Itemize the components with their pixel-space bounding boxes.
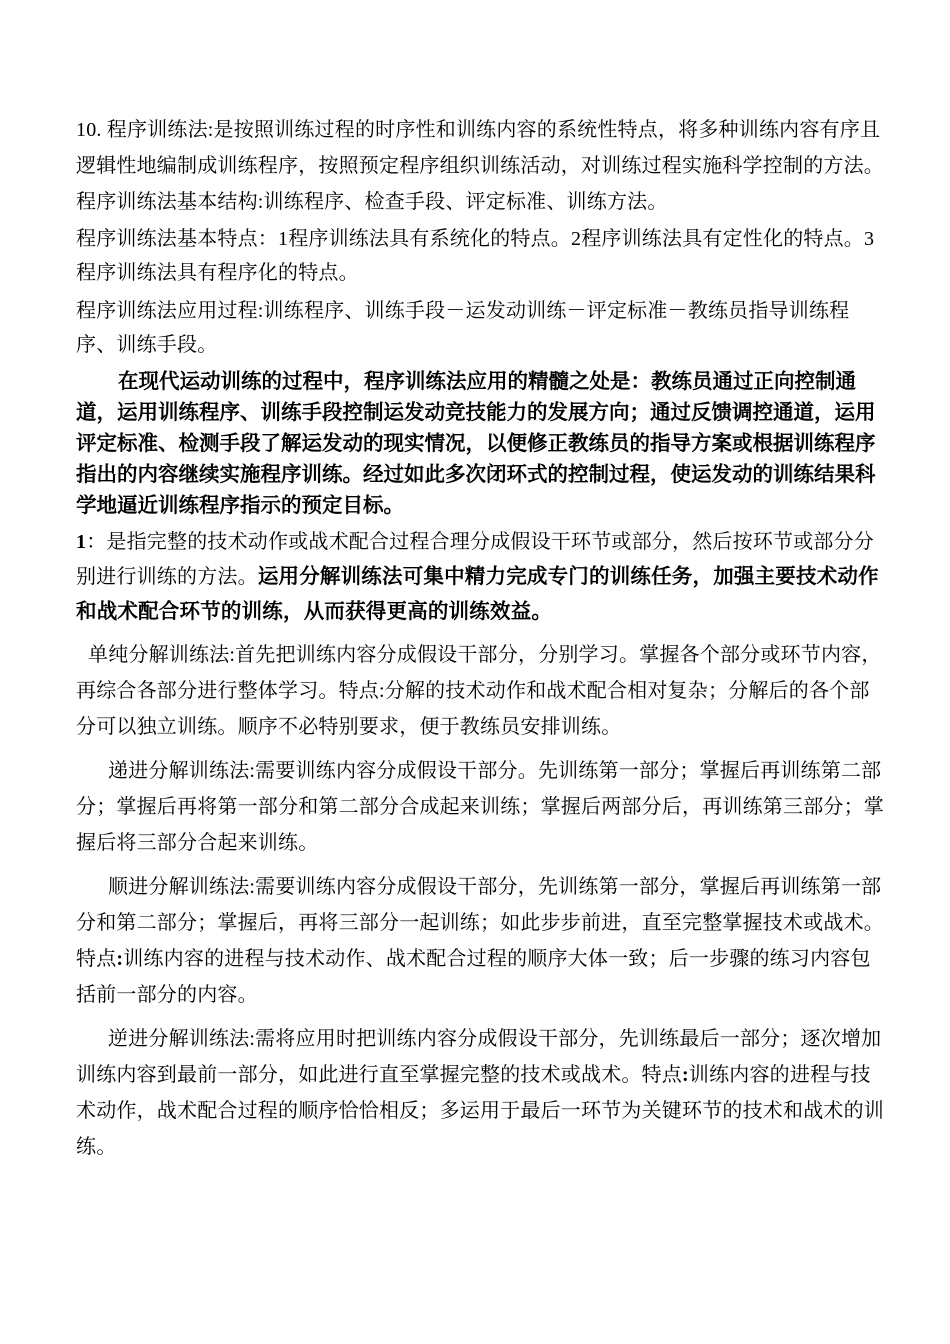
program-process-paragraph: 程序训练法应用过程:训练程序、训练手段－运发动训练－评定标准－教练员指导训练程序、训练手段。 [76, 300, 850, 356]
reverse-decomposition-colon: : [682, 1064, 689, 1086]
program-essence-paragraph: 在现代运动训练的过程中，程序训练法应用的精髓之处是：教练员通过正向控制通道，运用训练程序、训练手段控制运发动竞技能力的发展方向；通过反馈调控通道，运用评定标准、检测手段了解运发动的现实情况，以便修正教练员的指导方案或根据训练程序指出的内容继续实施程序训练。经过如此多次闭环式的控制过程，使运发动的训练结果科学地逼近训练程序指示的预定目标。 [76, 369, 876, 517]
pure-decomposition-paragraph: 单纯分解训练法:首先把训练内容分成假设干部分，分别学习。掌握各个部分或环节内容，再综合各部分进行整体学习。特点:分解的技术动作和战术配合相对复杂；分解后的各个部分可以独立训练。顺序不必特别要求，便于教练员安排训练。 [76, 644, 882, 738]
sequential-decomposition-colon: : [116, 948, 124, 970]
reverse-decomposition-paragraph [76, 1021, 886, 1165]
decomposition-definition: ：是指完整的技术动作或战术配合过程合理分成假设干环节或部分，然后按环节或部分分别进行训练的方法。 [76, 531, 875, 588]
decomposition-benefit: 运用分解训练法可集中精力完成专门的训练任务，加强主要技术动作和战术配合环节的训练，从而获得更高的训练效益。 [76, 564, 879, 623]
decomposition-method-paragraph [76, 525, 886, 629]
progressive-decomposition-paragraph: 递进分解训练法:需要训练内容分成假设干部分。先训练第一部分；掌握后再训练第二部分；掌握后再将第一部分和第二部分合成起来训练；掌握后两部分后，再训练第三部分；掌握后将三部分合起来训练。 [76, 760, 884, 854]
reverse-decomposition-text-b: 训练内容的进程与技术动作，战术配合过程的顺序恰恰相反；多运用于最后一环节为关键环节的技术和战术的训练。 [76, 1064, 884, 1158]
sequential-decomposition-text-b: 训练内容的进程与技术动作、战术配合过程的顺序大体一致；后一步骤的练习内容包括前一部分的内容。 [76, 948, 871, 1006]
reverse-decomposition-text-a: 逆进分解训练法:需将应用时把训练内容分成假设干部分，先训练最后一部分；逐次增加训练内容到最前一部分，如此进行直至掌握完整的技术或战术。特点 [76, 1028, 882, 1086]
sequential-decomposition-text-a: 顺进分解训练法:需要训练内容分成假设干部分，先训练第一部分，掌握后再训练第一部分和第二部分；掌握后，再将三部分一起训练；如此步步前进，直至完整掌握技术或战术。特点 [76, 876, 884, 970]
program-features-paragraph: 程序训练法基本特点：1程序训练法具有系统化的特点。2程序训练法具有定性化的特点。3程序训练法具有程序化的特点。 [76, 228, 875, 284]
decomposition-number: 1 [76, 531, 87, 553]
sequential-decomposition-paragraph [76, 869, 886, 1013]
program-method-paragraph: 10. 程序训练法:是按照训练过程的时序性和训练内容的系统性特点，将多种训练内容有序且逻辑性地编制成训练程序，按照预定程序组织训练活动，对训练过程实施科学控制的方法。程序训练法基本结构:训练程序、检查手段、评定标准、训练方法。 [76, 119, 884, 213]
document-body [76, 112, 886, 1165]
